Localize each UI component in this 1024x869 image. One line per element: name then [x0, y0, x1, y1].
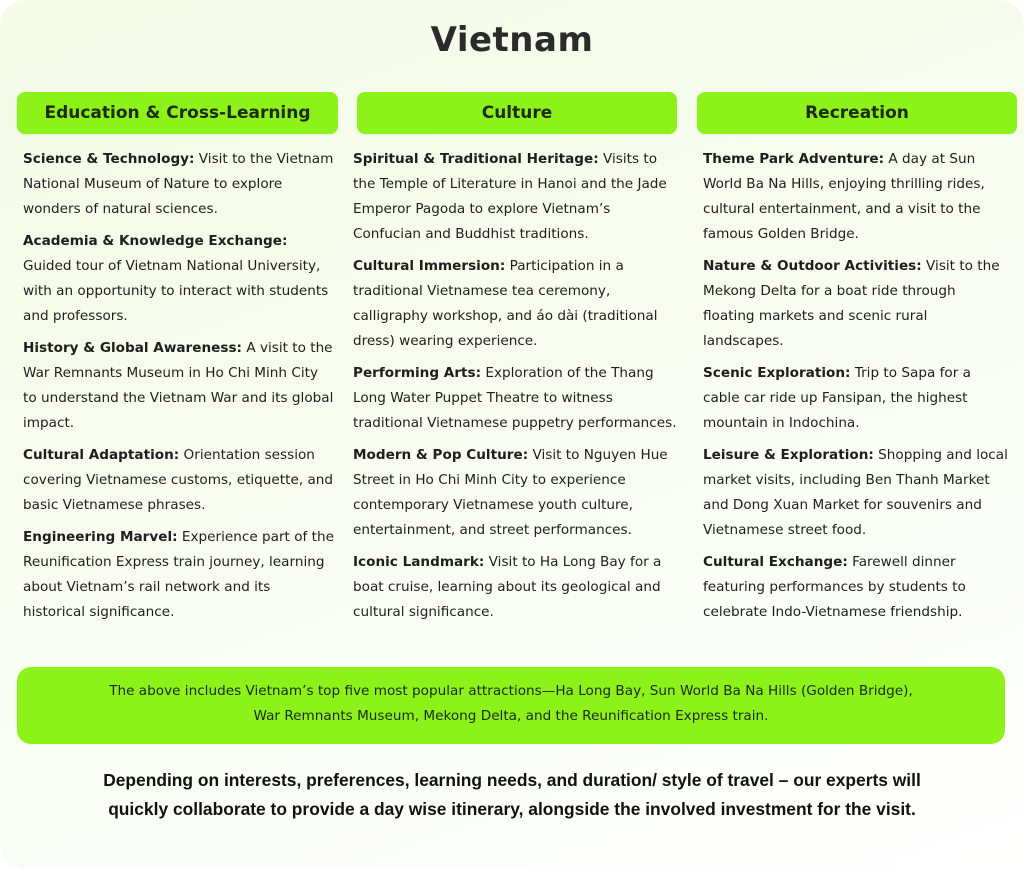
list-item — [703, 147, 1009, 247]
item-text: Visit to Nguyen Hue Street in Ho Chi Minh City to experience contemporary Vietnamese youth culture, entertainment, and street performances. — [353, 447, 668, 538]
item-heading: Nature & Outdoor Activities: — [703, 258, 922, 274]
item-text: A day at Sun World Ba Na Hills, enjoying thrilling rides, cultural entertainment, and a visit to the famous Golden Bridge. — [703, 151, 985, 242]
column-recreation — [703, 147, 1009, 632]
item-heading: History & Global Awareness: — [23, 340, 242, 356]
page-title: Vietnam — [430, 20, 594, 60]
item-text: Guided tour of Vietnam National University, with an opportunity to interact with students and professors. — [23, 258, 329, 324]
item-text: Visit to Ha Long Bay for a boat cruise, learning about its geological and cultural significance. — [353, 554, 662, 620]
column-culture — [353, 147, 679, 632]
list-item — [703, 361, 1009, 436]
column-education — [23, 147, 335, 632]
item-heading: Spiritual & Traditional Heritage: — [353, 151, 599, 167]
item-heading: Scenic Exploration: — [703, 365, 851, 381]
item-heading: Theme Park Adventure: — [703, 151, 885, 167]
column-header-culture: Culture — [357, 92, 677, 134]
closing-line-2: quickly collaborate to provide a day wise itinerary, alongside the involved investment for the visit. — [108, 799, 916, 819]
list-item — [23, 229, 335, 329]
list-item — [353, 361, 679, 436]
item-heading: Iconic Landmark: — [353, 554, 485, 570]
item-text: Visit to the Vietnam National Museum of Nature to explore wonders of natural sciences. — [23, 151, 334, 217]
column-header-recreation: Recreation — [697, 92, 1017, 134]
list-item — [353, 254, 679, 354]
item-heading: Modern & Pop Culture: — [353, 447, 529, 463]
list-item — [703, 254, 1009, 354]
list-item — [703, 550, 1009, 625]
item-heading: Cultural Exchange: — [703, 554, 848, 570]
item-heading: Cultural Adaptation: — [23, 447, 180, 463]
item-text: Orientation session covering Vietnamese customs, etiquette, and basic Vietnamese phrases. — [23, 447, 334, 513]
item-text: Participation in a traditional Vietnamese tea ceremony, calligraphy workshop, and áo dài (traditional dress) wearing experience. — [353, 258, 658, 349]
item-text: Visit to the Mekong Delta for a boat ride through floating markets and scenic rural landscapes. — [703, 258, 1000, 349]
closing-line-1: Depending on interests, preferences, learning needs, and duration/ style of travel – our experts will — [103, 770, 921, 790]
closing-statement — [40, 766, 984, 824]
list-item — [23, 147, 335, 222]
item-text: Trip to Sapa for a cable car ride up Fansipan, the highest mountain in Indochina. — [703, 365, 971, 431]
attractions-summary-line-2: War Remnants Museum, Mekong Delta, and the Reunification Express train. — [253, 708, 769, 724]
item-heading: Cultural Immersion: — [353, 258, 506, 274]
item-heading: Leisure & Exploration: — [703, 447, 874, 463]
list-item — [353, 443, 679, 543]
list-item — [353, 147, 679, 247]
item-text: Shopping and local market visits, including Ben Thanh Market and Dong Xuan Market for souvenirs and Vietnamese street food. — [703, 447, 1008, 538]
item-heading: Academia & Knowledge Exchange: — [23, 233, 288, 249]
list-item — [703, 443, 1009, 543]
item-text: Visits to the Temple of Literature in Hanoi and the Jade Emperor Pagoda to explore Vietnam’s Confucian and Buddhist traditions. — [353, 151, 667, 242]
list-item — [23, 525, 335, 625]
item-text: Experience part of the Reunification Express train journey, learning about Vietnam’s rail network and its historical significance. — [23, 529, 334, 620]
list-item — [23, 336, 335, 436]
item-text: A visit to the War Remnants Museum in Ho Chi Minh City to understand the Vietnam War and its global impact. — [23, 340, 334, 431]
item-heading: Performing Arts: — [353, 365, 482, 381]
column-header-education: Education & Cross-Learning — [17, 92, 338, 134]
attractions-summary-line-1: The above includes Vietnam’s top five most popular attractions—Ha Long Bay, Sun World Ba Na Hills (Golden Bridge), — [109, 683, 913, 699]
list-item — [353, 550, 679, 625]
item-heading: Science & Technology: — [23, 151, 195, 167]
item-text: Farewell dinner featuring performances by students to celebrate Indo-Vietnamese friendship. — [703, 554, 966, 620]
item-text: Exploration of the Thang Long Water Puppet Theatre to witness traditional Vietnamese puppetry performances. — [353, 365, 677, 431]
attractions-summary-box — [17, 667, 1005, 744]
item-heading: Engineering Marvel: — [23, 529, 178, 545]
list-item — [23, 443, 335, 518]
